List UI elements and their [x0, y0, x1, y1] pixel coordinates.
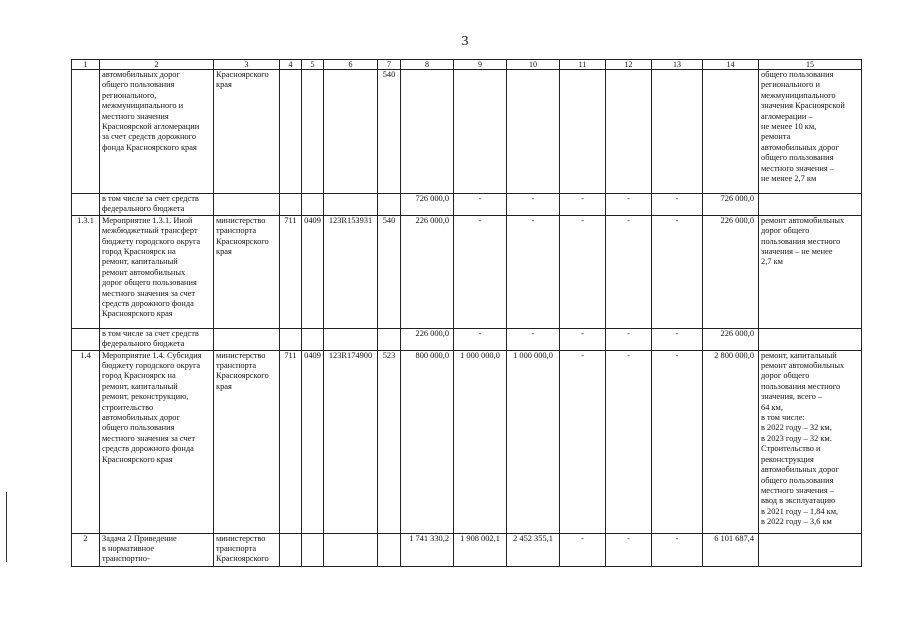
cell-section — [302, 194, 324, 216]
cell-year-3: - — [507, 215, 560, 328]
header-row — [72, 60, 862, 70]
header-cell: 8 — [401, 60, 454, 70]
cell-col-12: - — [606, 328, 652, 350]
cell-grbs — [280, 70, 302, 194]
cell-expense-type: 523 — [378, 350, 401, 533]
cell-result — [759, 194, 862, 216]
cell-executor: министерство транспорта Красноярского края — [214, 215, 280, 328]
margin-mark — [6, 492, 7, 562]
cell-year-1 — [401, 70, 454, 194]
cell-year-2: - — [454, 328, 507, 350]
table-row — [72, 350, 862, 533]
header-cell: 1 — [72, 60, 100, 70]
cell-executor: Красноярского края — [214, 70, 280, 194]
cell-year-3 — [507, 70, 560, 194]
cell-total: 2 800 000,0 — [703, 350, 759, 533]
cell-section: 0409 — [302, 350, 324, 533]
cell-executor — [214, 328, 280, 350]
cell-number: 2 — [72, 533, 100, 566]
header-cell: 3 — [214, 60, 280, 70]
cell-year-3: - — [507, 194, 560, 216]
cell-grbs: 711 — [280, 215, 302, 328]
cell-col-11: - — [560, 194, 606, 216]
cell-year-1: 800 000,0 — [401, 350, 454, 533]
cell-target: 123R153931 — [324, 215, 378, 328]
cell-result — [759, 533, 862, 566]
header-cell: 6 — [324, 60, 378, 70]
cell-col-12: - — [606, 215, 652, 328]
cell-name: в том числе за счет средств федерального бюджета — [100, 194, 214, 216]
header-cell: 11 — [560, 60, 606, 70]
cell-col-12: - — [606, 533, 652, 566]
header-cell: 15 — [759, 60, 862, 70]
cell-grbs — [280, 194, 302, 216]
cell-total: 226 000,0 — [703, 328, 759, 350]
cell-name: Мероприятие 1.4. Субсидия бюджету городского округа город Красноярск на ремонт, капитальный ремонт, реконструкцию, строительство автомобильных дорог общего пользования местного значения за счет средств дорожного фонда Красноярского края — [100, 350, 214, 533]
cell-expense-type — [378, 328, 401, 350]
cell-target: 123R174900 — [324, 350, 378, 533]
cell-expense-type: 540 — [378, 70, 401, 194]
cell-number — [72, 328, 100, 350]
cell-col-13: - — [652, 533, 703, 566]
cell-col-12: - — [606, 194, 652, 216]
cell-col-13: - — [652, 194, 703, 216]
table-row — [72, 70, 862, 194]
cell-year-3: - — [507, 328, 560, 350]
header-cell: 7 — [378, 60, 401, 70]
header-cell: 4 — [280, 60, 302, 70]
cell-name: Мероприятие 1.3.1. Иной межбюджетный трансферт бюджету городского округа город Красноярск на ремонт, капитальный ремонт автомобильных дорог общего пользования местного значения за счет средств дорожного фонда Красноярского края — [100, 215, 214, 328]
cell-col-13 — [652, 70, 703, 194]
cell-target — [324, 328, 378, 350]
cell-year-1: 226 000,0 — [401, 328, 454, 350]
header-cell: 2 — [100, 60, 214, 70]
cell-target — [324, 533, 378, 566]
cell-total: 726 000,0 — [703, 194, 759, 216]
cell-col-11 — [560, 70, 606, 194]
cell-number: 1.4 — [72, 350, 100, 533]
cell-number — [72, 70, 100, 194]
cell-name: автомобильных дорог общего пользования регионального, межмуниципального и местного значения Красноярской агломерации за счет средств дорожного фонда Красноярского края — [100, 70, 214, 194]
cell-result: ремонт, капитальный ремонт автомобильных дорог общего пользования местного значения, всего – 64 км, в том числе: в 2022 году – 32 км, в 2023 году – 32 км. Строительство и реконструкция автомобильных дорог общего пользования местного значения – ввод в эксплуатацию в 2021 году – 1,84 км, в 2022 году – 3,6 км — [759, 350, 862, 533]
cell-number: 1.3.1 — [72, 215, 100, 328]
cell-expense-type: 540 — [378, 215, 401, 328]
cell-name: в том числе за счет средств федерального бюджета — [100, 328, 214, 350]
cell-year-2: - — [454, 215, 507, 328]
cell-number — [72, 194, 100, 216]
cell-expense-type — [378, 194, 401, 216]
table-row — [72, 194, 862, 216]
cell-col-11: - — [560, 215, 606, 328]
header-cell: 14 — [703, 60, 759, 70]
header-cell: 9 — [454, 60, 507, 70]
cell-target — [324, 70, 378, 194]
cell-col-13: - — [652, 350, 703, 533]
header-cell: 12 — [606, 60, 652, 70]
cell-year-1: 1 741 330,2 — [401, 533, 454, 566]
cell-result: ремонт автомобильных дорог общего пользования местного значения – не менее 2,7 км — [759, 215, 862, 328]
header-cell: 10 — [507, 60, 560, 70]
table-row — [72, 215, 862, 328]
cell-col-13: - — [652, 328, 703, 350]
cell-year-2 — [454, 70, 507, 194]
cell-section — [302, 533, 324, 566]
cell-grbs: 711 — [280, 350, 302, 533]
cell-year-1: 226 000,0 — [401, 215, 454, 328]
cell-executor: министерство транспорта Красноярского — [214, 533, 280, 566]
cell-col-11: - — [560, 328, 606, 350]
cell-result: общего пользования регионального и межмуниципального значения Красноярской агломерации – не менее 10 км, ремонта автомобильных дорог общего пользования местного значения – не менее 2,7 км — [759, 70, 862, 194]
cell-section — [302, 328, 324, 350]
cell-target — [324, 194, 378, 216]
cell-total — [703, 70, 759, 194]
cell-total: 6 101 687,4 — [703, 533, 759, 566]
cell-col-12: - — [606, 350, 652, 533]
cell-col-12 — [606, 70, 652, 194]
cell-total: 226 000,0 — [703, 215, 759, 328]
budget-table — [71, 59, 862, 567]
cell-grbs — [280, 328, 302, 350]
page-number: 3 — [461, 34, 469, 49]
cell-col-13: - — [652, 215, 703, 328]
cell-year-2: - — [454, 194, 507, 216]
cell-year-1: 726 000,0 — [401, 194, 454, 216]
cell-executor: министерство транспорта Красноярского края — [214, 350, 280, 533]
cell-executor — [214, 194, 280, 216]
cell-section: 0409 — [302, 215, 324, 328]
cell-expense-type — [378, 533, 401, 566]
header-cell: 13 — [652, 60, 703, 70]
table-row — [72, 533, 862, 566]
cell-grbs — [280, 533, 302, 566]
cell-col-11: - — [560, 350, 606, 533]
cell-name: Задача 2 Приведение в нормативное транспортно- — [100, 533, 214, 566]
cell-col-11: - — [560, 533, 606, 566]
cell-year-2: 1 908 002,1 — [454, 533, 507, 566]
cell-year-3: 1 000 000,0 — [507, 350, 560, 533]
cell-result — [759, 328, 862, 350]
cell-year-3: 2 452 355,1 — [507, 533, 560, 566]
table-row — [72, 328, 862, 350]
cell-year-2: 1 000 000,0 — [454, 350, 507, 533]
cell-section — [302, 70, 324, 194]
header-cell: 5 — [302, 60, 324, 70]
